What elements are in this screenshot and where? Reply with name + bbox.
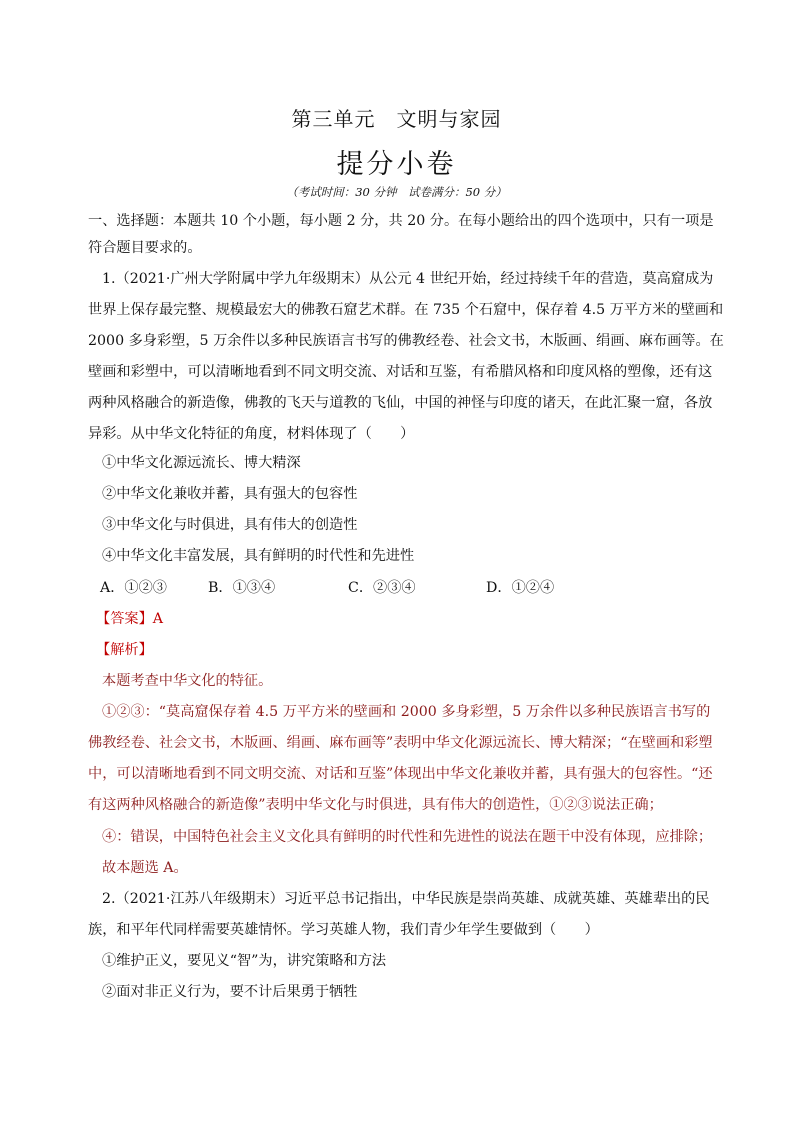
q2-statement-2: ②面对非正义行为，要不计后果勇于牺牲 (102, 984, 358, 1000)
q1-option-d: D．①②④ (486, 580, 555, 596)
q1-statement-4: ④中华文化丰富发展，具有鲜明的时代性和先进性 (102, 548, 415, 564)
unit-title: 第三单元 文明与家园 (291, 107, 502, 131)
q1-answer: 【答案】A (96, 611, 163, 627)
exam-info: （考试时间：30 分钟 试卷满分：50 分） (286, 185, 507, 199)
q1-option-a: A．①②③ (100, 580, 167, 596)
q1-statement-1: ①中华文化源远流长、博大精深 (102, 455, 301, 471)
q1-options (100, 573, 720, 603)
q2-statement-1: ①维护正义，要见义“智”为，讲究策略和方法 (102, 953, 387, 969)
main-title: 提分小卷 (336, 149, 457, 180)
q1-option-b: B．①③④ (208, 580, 276, 596)
q1-analysis-label: 【解析】 (96, 642, 153, 658)
q1-statement-3: ③中华文化与时俱进，具有伟大的创造性 (102, 517, 358, 533)
q1-analysis-body: ①②③：“莫高窟保存着 4.5 万平方米的壁画和 2000 多身彩塑，5 万余件以多种民族语言书写的佛教经卷、社会文书，木版画、绢画、麻布画等”表明中华文化源远流长、博大精深；“在壁画和彩塑中，可以清晰地看到不同文明交流、对话和互鉴”体现出中华文化兼收并蓄，具有强大的包容性。“还有这两种风格融合的新造像”表明中华文化与时俱进，具有伟大的创造性，①②③说法正确； (88, 704, 713, 813)
q1-analysis-exclusion: ④：错误，中国特色社会主义文化具有鲜明的时代性和先进性的说法在题干中没有体现，应排除； (102, 829, 713, 845)
section-heading: 一、选择题：本题共 10 个小题，每小题 2 分，共 20 分。在每小题给出的四个选项中，只有一项是符合题目要求的。 (88, 213, 714, 256)
q1-statement-2: ②中华文化兼收并蓄，具有强大的包容性 (102, 486, 358, 502)
q1-option-c: C．②③④ (348, 580, 416, 596)
question-2-stem: 2.（2021·江苏八年级期末）习近平总书记指出，中华民族是崇尚英雄、成就英雄、英雄辈出的民族，和平年代同样需要英雄情怀。学习英雄人物，我们青少年学生要做到（ ） (88, 891, 710, 938)
q1-analysis-conclusion: 故本题选 A。 (102, 860, 188, 876)
q1-analysis-intro: 本题考查中华文化的特征。 (102, 673, 273, 689)
question-1-stem: 1.（2021·广州大学附属中学九年级期末）从公元 4 世纪开始，经过持续千年的营造，莫高窟成为世界上保存最完整、规模最宏大的佛教石窟艺术群。在 735 个石窟中，保存着 4.5 万平方米的壁画和 2000 多身彩塑，5 万余件以多种民族语言书写的佛教经卷、社会文书，木版画、绢画、麻布画等。在壁画和彩塑中，可以清晰地看到不同文明交流、对话和互鉴，有希腊风格和印度风格的塑像，还有这两种风格融合的新造像，佛教的飞天与道教的飞仙，中国的神怪与印度的诸天，在此汇聚一窟，各放异彩。从中华文化特征的角度，材料体现了（ ） (88, 271, 724, 442)
